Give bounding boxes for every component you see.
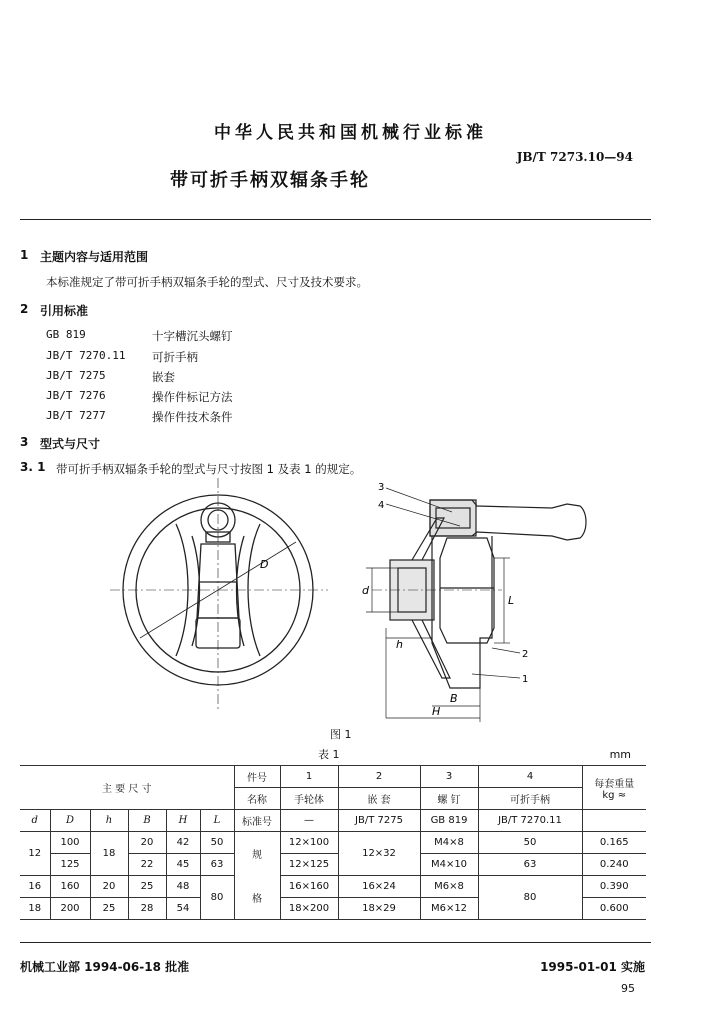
cell-h: 18 bbox=[90, 832, 128, 876]
col-h: h bbox=[90, 810, 128, 832]
cell-weight: 0.240 bbox=[582, 854, 646, 876]
cell-L: 50 bbox=[200, 832, 234, 854]
section-1-text: 本标准规定了带可折手柄双辐条手轮的型式、尺寸及技术要求。 bbox=[46, 275, 368, 289]
dimension-label-B: B bbox=[450, 692, 458, 705]
reference-code: GB 819 bbox=[46, 328, 86, 341]
handwheel-section-view bbox=[352, 478, 602, 723]
col-D: D bbox=[50, 810, 90, 832]
section-3-1-text: 带可折手柄双辐条手轮的型式与尺寸按图 1 及表 1 的规定。 bbox=[56, 462, 362, 476]
cell-p1: 12×125 bbox=[280, 854, 338, 876]
cell-p4: 80 bbox=[478, 876, 582, 920]
table-caption: 表 1 bbox=[318, 748, 340, 761]
reference-name: 可折手柄 bbox=[152, 350, 198, 364]
cell-h: 20 bbox=[90, 876, 128, 898]
cell-d: 18 bbox=[20, 898, 50, 920]
cell-p2: 12×32 bbox=[338, 832, 420, 876]
cell-B: 22 bbox=[128, 854, 166, 876]
cell-B: 20 bbox=[128, 832, 166, 854]
cell-D: 160 bbox=[50, 876, 90, 898]
part-name-3: 螺 钉 bbox=[420, 788, 478, 810]
cell-p3: M6×12 bbox=[420, 898, 478, 920]
reference-code: JB/T 7275 bbox=[46, 369, 106, 382]
cell-H: 54 bbox=[166, 898, 200, 920]
reference-code: JB/T 7276 bbox=[46, 389, 106, 402]
cell-D: 200 bbox=[50, 898, 90, 920]
handle-sleeve bbox=[440, 538, 494, 643]
part-name-2: 嵌 套 bbox=[338, 788, 420, 810]
cell-D: 100 bbox=[50, 832, 90, 854]
cell-p3: M6×8 bbox=[420, 876, 478, 898]
col-d: d bbox=[20, 810, 50, 832]
col-H: H bbox=[166, 810, 200, 832]
cell-H: 48 bbox=[166, 876, 200, 898]
cell-p3: M4×10 bbox=[420, 854, 478, 876]
name-label: 名称 bbox=[234, 788, 280, 810]
part-std-3: GB 819 bbox=[420, 810, 478, 832]
cell-p1: 18×200 bbox=[280, 898, 338, 920]
cell-d: 12 bbox=[20, 832, 50, 876]
figure-caption: 图 1 bbox=[330, 728, 352, 741]
dimension-label-D: D bbox=[260, 558, 269, 571]
callout-4: 4 bbox=[378, 500, 385, 511]
part-name-4: 可折手柄 bbox=[478, 788, 582, 810]
callout-1: 1 bbox=[522, 674, 529, 685]
reference-name: 十字槽沉头螺钉 bbox=[152, 329, 233, 343]
cell-p2: 18×29 bbox=[338, 898, 420, 920]
section-3-1-number: 3. 1 bbox=[20, 460, 46, 474]
table-row bbox=[20, 876, 646, 898]
dimension-label-L: L bbox=[508, 594, 515, 607]
col-L: L bbox=[200, 810, 234, 832]
reference-code: JB/T 7277 bbox=[46, 409, 106, 422]
part-no-1: 1 bbox=[280, 766, 338, 788]
main-dimensions-header: 主 要 尺 寸 bbox=[20, 766, 234, 810]
spec-label-1: 规 bbox=[234, 832, 280, 876]
cell-p1: 12×100 bbox=[280, 832, 338, 854]
section-2-title: 引用标准 bbox=[40, 304, 89, 318]
reference-name: 嵌套 bbox=[152, 370, 175, 384]
cell-d: 16 bbox=[20, 876, 50, 898]
cell-p4: 50 bbox=[478, 832, 582, 854]
cell-h: 25 bbox=[90, 898, 128, 920]
cell-weight: 0.390 bbox=[582, 876, 646, 898]
cell-weight: 0.600 bbox=[582, 898, 646, 920]
part-no-3: 3 bbox=[420, 766, 478, 788]
part-std-2: JB/T 7275 bbox=[338, 810, 420, 832]
cell-L: 63 bbox=[200, 854, 234, 876]
std-no-label: 标准号 bbox=[234, 810, 280, 832]
cell-p1: 16×160 bbox=[280, 876, 338, 898]
section-3-number: 3 bbox=[20, 435, 29, 449]
cell-L: 80 bbox=[200, 876, 234, 920]
section-1-title: 主题内容与适用范围 bbox=[40, 250, 149, 264]
reference-code: JB/T 7270.11 bbox=[46, 349, 126, 362]
cell-B: 28 bbox=[128, 898, 166, 920]
dimension-label-H: H bbox=[432, 705, 441, 718]
standard-number: JB/T 7273.10—94 bbox=[516, 150, 633, 164]
part-no-4: 4 bbox=[478, 766, 582, 788]
weight-header bbox=[582, 766, 646, 810]
part-std-4: JB/T 7270.11 bbox=[478, 810, 582, 832]
spec-table bbox=[20, 765, 646, 920]
part-no-2: 2 bbox=[338, 766, 420, 788]
reference-name: 操作件技术条件 bbox=[152, 410, 233, 424]
cell-H: 42 bbox=[166, 832, 200, 854]
callout-2: 2 bbox=[522, 649, 529, 660]
col-B: B bbox=[128, 810, 166, 832]
dimension-label-h: h bbox=[396, 638, 403, 651]
weight-label: 每套重量 bbox=[594, 778, 635, 790]
page-number: 95 bbox=[621, 982, 635, 995]
part-no-label: 件号 bbox=[234, 766, 280, 788]
section-2-number: 2 bbox=[20, 302, 29, 316]
header-rule bbox=[20, 219, 651, 220]
effective-text: 1995-01-01 实施 bbox=[540, 960, 645, 974]
part-name-1: 手轮体 bbox=[280, 788, 338, 810]
weight-unit: kg ≈ bbox=[602, 789, 627, 801]
approval-text: 机械工业部 1994-06-18 批准 bbox=[20, 960, 190, 974]
cell-weight: 0.165 bbox=[582, 832, 646, 854]
section-3-title: 型式与尺寸 bbox=[40, 437, 101, 451]
cell-p3: M4×8 bbox=[420, 832, 478, 854]
cell-p2: 16×24 bbox=[338, 876, 420, 898]
handwheel-front-view bbox=[100, 478, 340, 718]
cell-D: 125 bbox=[50, 854, 90, 876]
table-row bbox=[20, 832, 646, 854]
standard-category: 中华人民共和国机械行业标准 bbox=[214, 123, 487, 143]
callout-3: 3 bbox=[378, 482, 385, 493]
dimension-label-d: d bbox=[362, 584, 369, 597]
part-std-1: — bbox=[280, 810, 338, 832]
cell-H: 45 bbox=[166, 854, 200, 876]
document-title: 带可折手柄双辐条手轮 bbox=[170, 170, 370, 191]
cell-B: 25 bbox=[128, 876, 166, 898]
cell-p4: 63 bbox=[478, 854, 582, 876]
reference-name: 操作件标记方法 bbox=[152, 390, 233, 404]
section-1-number: 1 bbox=[20, 248, 29, 262]
spec-label-2: 格 bbox=[234, 876, 280, 920]
table-unit: mm bbox=[609, 748, 631, 761]
footer-rule bbox=[20, 942, 651, 943]
